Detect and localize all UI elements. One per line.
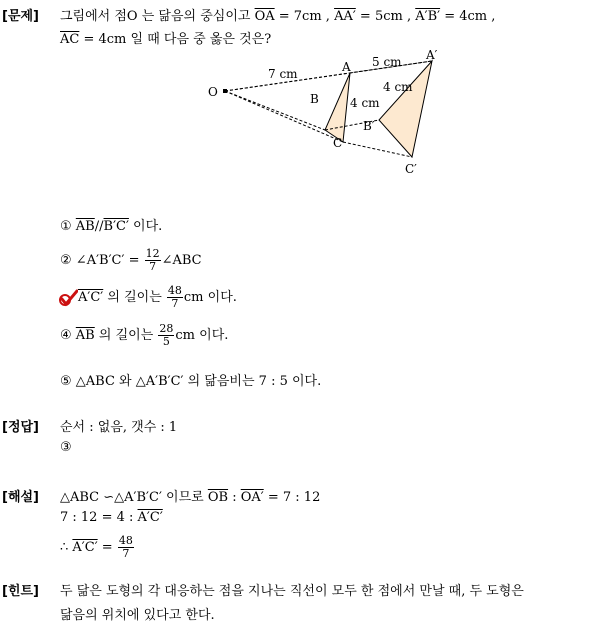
hint-line-2: 닮음의 위치에 있다고 한다. xyxy=(60,608,215,623)
label-O: O xyxy=(208,85,218,99)
choice-1-mid: // xyxy=(94,219,104,234)
choice-4-numerator: 28 xyxy=(159,322,174,335)
choice-4-post: cm 이다. xyxy=(175,328,229,343)
triangle-A-prime-B-prime-C-prime xyxy=(379,61,432,157)
hint-line-1: 두 닮은 도형의 각 대응하는 점을 지나는 직선이 모두 한 점에서 만날 때, 두 도형은 xyxy=(60,584,524,599)
choice-3-pre: 의 길이는 xyxy=(103,290,166,305)
choice-2-numerator: 12 xyxy=(145,247,160,260)
problem-text-d: = 4cm , xyxy=(440,9,496,24)
answer-line-2: ③ xyxy=(60,440,72,455)
choice-1-tail: 이다. xyxy=(128,219,163,234)
explanation-l1-seg1: $\overline{OB}$ xyxy=(207,490,229,505)
explanation-l3-b: = xyxy=(97,540,117,555)
explanation-line-3 xyxy=(60,535,135,560)
explanation-line-2 xyxy=(60,510,163,525)
label-A: A xyxy=(342,60,351,74)
choice-2-pre: ∠A′B′C′ = xyxy=(75,253,144,268)
choice-1[interactable] xyxy=(60,215,162,234)
problem-text-b: = 7cm , xyxy=(274,9,335,24)
triangle-ABC xyxy=(325,73,350,142)
choice-1-number: ① xyxy=(60,219,72,234)
explanation-l3-seg: A′C′ xyxy=(72,540,98,555)
choice-1-seg1: $\overline{AB}$ xyxy=(75,219,95,234)
choice-3-seg: A′C′ xyxy=(78,290,104,305)
check-mark-icon xyxy=(58,289,78,307)
answer-label: [정답] xyxy=(2,420,39,435)
choice-4-fraction xyxy=(158,323,174,348)
segment-A-prime-B-prime: A′B′ xyxy=(415,9,441,24)
explanation-l3-a: ∴ xyxy=(60,540,73,555)
explanation-l1-seg2: OA′ xyxy=(240,490,264,505)
explanation-line-1 xyxy=(60,486,320,505)
choice-3-post: cm 이다. xyxy=(183,290,237,305)
problem-line-1 xyxy=(60,5,495,24)
explanation-l3-numerator: 48 xyxy=(118,534,133,547)
choice-3[interactable] xyxy=(60,285,237,310)
explanation-l1-b: = 7 : 12 xyxy=(263,490,321,505)
explanation-label: [해설] xyxy=(2,490,39,505)
length-5cm: 5 cm xyxy=(372,55,402,69)
problem-text-c: = 5cm , xyxy=(355,9,416,24)
explanation-l3-denominator: 7 xyxy=(122,547,130,560)
similarity-figure xyxy=(200,45,450,180)
hint-label: [힌트] xyxy=(2,584,39,599)
choice-4-denominator: 5 xyxy=(162,335,170,348)
choice-3-fraction xyxy=(167,285,183,310)
answer-line-1: 순서 : 없음, 갯수 : 1 xyxy=(60,420,178,435)
explanation-l2-a: 7 : 12 = 4 : xyxy=(60,510,138,525)
label-B-prime: B′ xyxy=(363,119,375,133)
choice-5-text: △ABC 와 △A′B′C′ 의 닮음비는 7 : 5 이다. xyxy=(75,374,322,389)
choice-2-post: ∠ABC xyxy=(161,253,202,268)
problem-label: [문제] xyxy=(2,9,39,24)
choice-4[interactable] xyxy=(60,323,228,348)
length-7cm: 7 cm xyxy=(268,67,298,81)
choice-4-pre: 의 길이는 xyxy=(94,328,158,343)
choice-5-number: ⑤ xyxy=(60,374,72,389)
segment-OA: $\overline{OA}$ xyxy=(254,9,275,24)
length-4cm-a: 4 cm xyxy=(383,80,413,94)
choice-2-fraction xyxy=(145,248,161,273)
explanation-l3-fraction xyxy=(118,535,134,560)
choice-3-numerator: 48 xyxy=(167,284,182,297)
label-A-prime: A′ xyxy=(426,48,438,62)
choice-4-seg: $\overline{AB}$ xyxy=(75,328,95,343)
problem-text-a: 그림에서 점O 는 닮음의 중심이고 xyxy=(60,9,255,24)
length-4cm-b: 4 cm xyxy=(350,96,380,110)
segment-AA-prime: AA′ xyxy=(334,9,356,24)
label-C: C xyxy=(333,136,343,150)
explanation-l1-mid: : xyxy=(228,490,241,505)
choice-5[interactable] xyxy=(60,370,321,389)
choice-2-denominator: 7 xyxy=(149,260,157,273)
choice-1-seg2: B′C′ xyxy=(103,219,129,234)
choice-2[interactable] xyxy=(60,248,202,273)
label-C-prime: C′ xyxy=(405,162,417,176)
point-O xyxy=(223,89,227,93)
choice-3-denominator: 7 xyxy=(171,297,179,310)
segment-AC: $\overline{AC}$ xyxy=(60,32,80,47)
explanation-l1-a: △ABC ∽△A′B′C′ 이므로 xyxy=(60,490,208,505)
choice-4-number: ④ xyxy=(60,328,72,343)
problem-text-e: = 4cm 일 때 다음 중 옳은 것은? xyxy=(79,32,272,47)
label-B: B xyxy=(310,92,319,106)
explanation-l2-seg: A′C′ xyxy=(137,510,163,525)
choice-2-number: ② xyxy=(60,253,72,268)
